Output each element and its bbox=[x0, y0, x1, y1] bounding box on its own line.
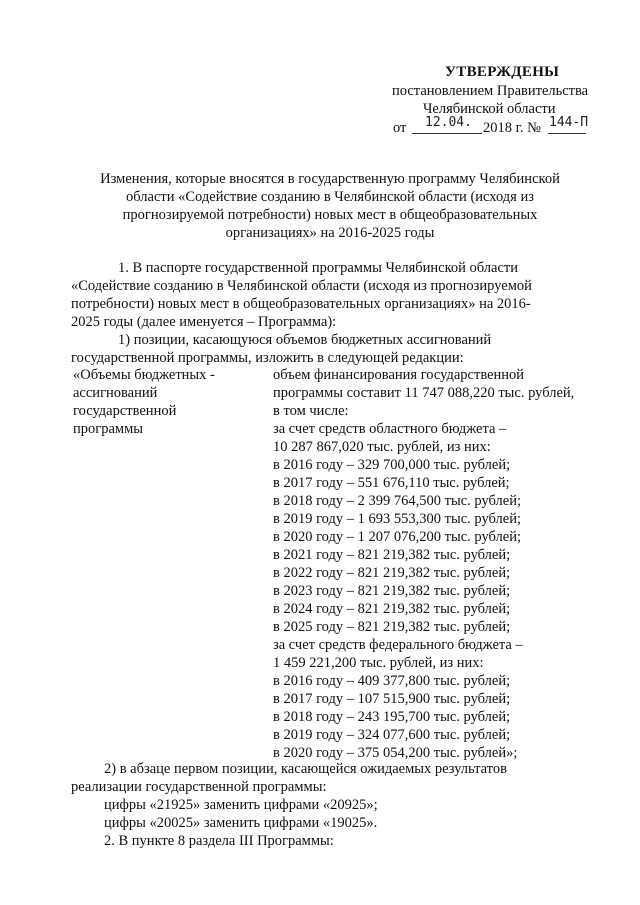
date-underline bbox=[412, 133, 482, 134]
approval-date-handwritten: 12.04. bbox=[425, 115, 472, 130]
table-right-line: в 2016 году – 409 377,800 тыс. рублей; bbox=[273, 673, 511, 689]
table-right-line: в 2017 году – 107 515,900 тыс. рублей; bbox=[273, 691, 511, 707]
table-right-line: 10 287 867,020 тыс. рублей, из них: bbox=[273, 439, 491, 455]
table-right-line: в 2022 году – 821 219,382 тыс. рублей; bbox=[273, 565, 511, 581]
table-right-line-1: объем финансирования государственной bbox=[273, 367, 525, 383]
para1-line-1: 1. В паспорте государственной программы Челябинской области bbox=[118, 260, 518, 276]
table-left-line-4: программы bbox=[73, 421, 143, 437]
table-right-line: в 2024 году – 821 219,382 тыс. рублей; bbox=[273, 601, 511, 617]
approval-line-1: постановлением Правительства bbox=[392, 83, 589, 99]
table-right-line: 1 459 221,200 тыс. рублей, из них: bbox=[273, 655, 484, 671]
table-right-line: в 2021 году – 821 219,382 тыс. рублей; bbox=[273, 547, 511, 563]
table-right-line: в 2018 году – 2 399 764,500 тыс. рублей; bbox=[273, 493, 522, 509]
table-right-line-2: программы составит 11 747 088,220 тыс. рублей, bbox=[273, 385, 575, 401]
heading-line-2: области «Содействие созданию в Челябинской области (исходя из bbox=[126, 189, 534, 205]
para2-line: 2. В пункте 8 раздела III Программы: bbox=[104, 833, 334, 849]
table-right-line: в 2018 году – 243 195,700 тыс. рублей; bbox=[273, 709, 511, 725]
heading-line-1: Изменения, которые вносятся в государственную программу Челябинской bbox=[100, 171, 560, 187]
table-right-values bbox=[273, 402, 523, 762]
approval-title: УТВЕРЖДЕНЫ bbox=[445, 64, 560, 80]
heading-line-3: прогнозируемой потребности) новых мест в общеобразовательных bbox=[122, 207, 538, 223]
table-right-line: в 2017 году – 551 676,110 тыс. рублей; bbox=[273, 475, 510, 491]
para1-line-4: 2025 годы (далее именуется – Программа): bbox=[71, 314, 337, 330]
item1-line-1: 1) позиции, касающуюся объемов бюджетных ассигнований bbox=[118, 332, 492, 348]
table-left-line-2: ассигнований bbox=[73, 385, 158, 401]
table-right-line: в 2019 году – 1 693 553,300 тыс. рублей; bbox=[273, 511, 522, 527]
heading-line-4: организациях» на 2016-2025 годы bbox=[225, 225, 435, 241]
item2-line-4: цифры «20025» заменить цифрами «19025». bbox=[104, 815, 378, 831]
table-right-line: в 2025 году – 821 219,382 тыс. рублей; bbox=[273, 619, 511, 635]
item2-line-2: реализации государственной программы: bbox=[71, 779, 327, 795]
item2-line-1: 2) в абзаце первом позиции, касающейся ожидаемых результатов bbox=[104, 761, 507, 777]
table-left-line-1: «Объемы бюджетных - bbox=[73, 367, 215, 383]
table-right-line: в 2023 году – 821 219,382 тыс. рублей; bbox=[273, 583, 511, 599]
para1-line-3: потребности) новых мест в общеобразовательных организациях» на 2016- bbox=[71, 296, 531, 312]
item2-line-3: цифры «21925» заменить цифрами «20925»; bbox=[104, 797, 378, 813]
table-right-line: в 2020 году – 375 054,200 тыс. рублей»; bbox=[273, 745, 518, 761]
para1-line-2: «Содействие созданию в Челябинской области (исходя из прогнозируемой bbox=[71, 278, 532, 294]
table-right-line: в 2020 году – 1 207 076,200 тыс. рублей; bbox=[273, 529, 522, 545]
table-left-line-3: государственной bbox=[73, 403, 177, 419]
number-underline bbox=[548, 133, 586, 134]
approval-date-prefix: от bbox=[393, 120, 407, 136]
approval-year: 2018 г. № bbox=[483, 120, 542, 136]
approval-number-handwritten: 144-П bbox=[549, 115, 589, 130]
item1-line-2: государственной программы, изложить в следующей редакции: bbox=[71, 350, 464, 366]
table-right-line: за счет средств федерального бюджета – bbox=[273, 637, 523, 653]
table-right-line: в том числе: bbox=[273, 403, 349, 419]
approval-line-2: Челябинской области bbox=[423, 101, 556, 117]
table-right-line: в 2019 году – 324 077,600 тыс. рублей; bbox=[273, 727, 511, 743]
table-right-line: за счет средств областного бюджета – bbox=[273, 421, 507, 437]
table-right-line: в 2016 году – 329 700,000 тыс. рублей; bbox=[273, 457, 511, 473]
